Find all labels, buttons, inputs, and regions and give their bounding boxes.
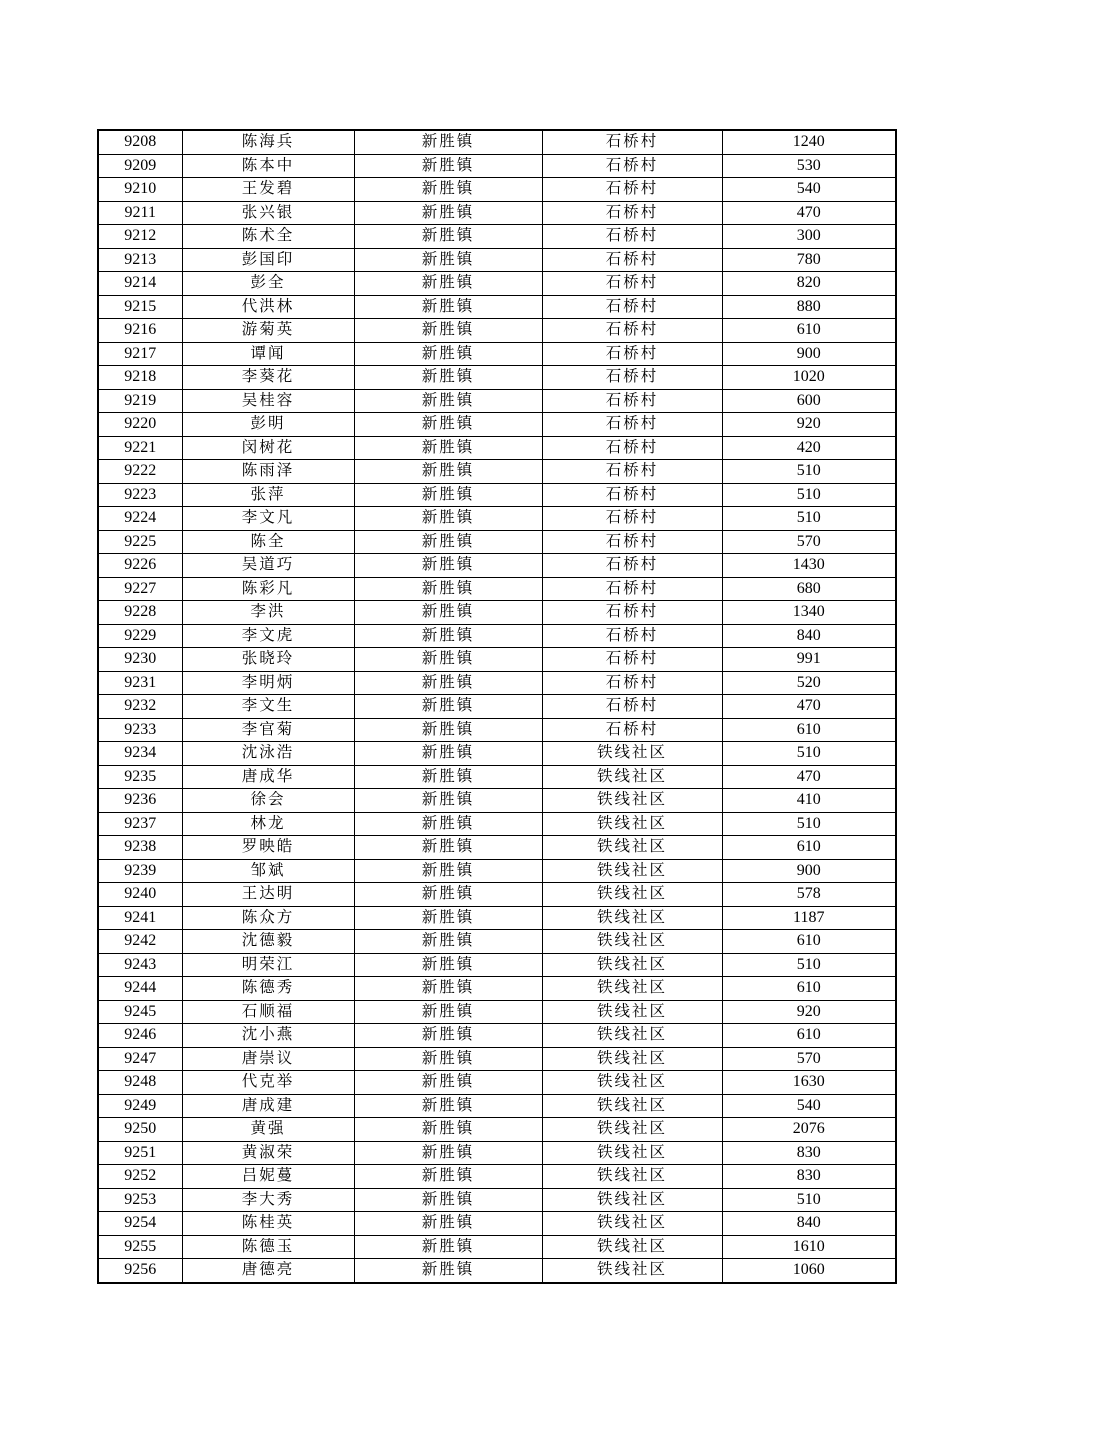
amount-cell: 578	[722, 883, 896, 907]
amount-cell: 680	[722, 577, 896, 601]
village-cell: 石桥村	[542, 319, 722, 343]
name-cell: 彭国印	[182, 248, 354, 272]
serial-number-cell: 9226	[98, 554, 182, 578]
serial-number-cell: 9214	[98, 272, 182, 296]
amount-cell: 900	[722, 342, 896, 366]
amount-cell: 470	[722, 765, 896, 789]
town-cell: 新胜镇	[354, 601, 542, 625]
town-cell: 新胜镇	[354, 765, 542, 789]
town-cell: 新胜镇	[354, 1094, 542, 1118]
name-cell: 吕妮蔓	[182, 1165, 354, 1189]
name-cell: 李文虎	[182, 624, 354, 648]
table-row	[98, 1212, 896, 1236]
name-cell: 陈本中	[182, 154, 354, 178]
amount-cell: 570	[722, 1047, 896, 1071]
village-cell: 铁线社区	[542, 1071, 722, 1095]
name-cell: 闵树花	[182, 436, 354, 460]
town-cell: 新胜镇	[354, 248, 542, 272]
name-cell: 张晓玲	[182, 648, 354, 672]
serial-number-cell: 9256	[98, 1259, 182, 1283]
table-row	[98, 272, 896, 296]
village-cell: 铁线社区	[542, 930, 722, 954]
name-cell: 王发碧	[182, 178, 354, 202]
village-cell: 铁线社区	[542, 1094, 722, 1118]
serial-number-cell: 9231	[98, 671, 182, 695]
town-cell: 新胜镇	[354, 906, 542, 930]
table-row	[98, 812, 896, 836]
village-cell: 石桥村	[542, 389, 722, 413]
name-cell: 徐会	[182, 789, 354, 813]
table-row	[98, 1000, 896, 1024]
amount-cell: 540	[722, 1094, 896, 1118]
name-cell: 彭明	[182, 413, 354, 437]
village-cell: 铁线社区	[542, 742, 722, 766]
serial-number-cell: 9252	[98, 1165, 182, 1189]
town-cell: 新胜镇	[354, 342, 542, 366]
name-cell: 彭全	[182, 272, 354, 296]
serial-number-cell: 9219	[98, 389, 182, 413]
village-cell: 石桥村	[542, 130, 722, 154]
village-cell: 石桥村	[542, 366, 722, 390]
village-cell: 石桥村	[542, 295, 722, 319]
serial-number-cell: 9229	[98, 624, 182, 648]
village-cell: 铁线社区	[542, 1118, 722, 1142]
village-cell: 石桥村	[542, 718, 722, 742]
serial-number-cell: 9218	[98, 366, 182, 390]
serial-number-cell: 9217	[98, 342, 182, 366]
town-cell: 新胜镇	[354, 742, 542, 766]
village-cell: 铁线社区	[542, 1024, 722, 1048]
village-cell: 石桥村	[542, 530, 722, 554]
name-cell: 陈全	[182, 530, 354, 554]
table-row	[98, 1118, 896, 1142]
amount-cell: 1340	[722, 601, 896, 625]
amount-cell: 610	[722, 1024, 896, 1048]
serial-number-cell: 9222	[98, 460, 182, 484]
village-cell: 石桥村	[542, 460, 722, 484]
table-row	[98, 154, 896, 178]
village-cell: 铁线社区	[542, 789, 722, 813]
town-cell: 新胜镇	[354, 624, 542, 648]
name-cell: 张萍	[182, 483, 354, 507]
table-row	[98, 1188, 896, 1212]
town-cell: 新胜镇	[354, 507, 542, 531]
table-row	[98, 201, 896, 225]
amount-cell: 510	[722, 460, 896, 484]
table-row	[98, 319, 896, 343]
town-cell: 新胜镇	[354, 1118, 542, 1142]
name-cell: 黄强	[182, 1118, 354, 1142]
town-cell: 新胜镇	[354, 154, 542, 178]
data-table	[97, 129, 897, 1284]
name-cell: 唐成华	[182, 765, 354, 789]
serial-number-cell: 9210	[98, 178, 182, 202]
serial-number-cell: 9215	[98, 295, 182, 319]
amount-cell: 1630	[722, 1071, 896, 1095]
village-cell: 石桥村	[542, 154, 722, 178]
serial-number-cell: 9223	[98, 483, 182, 507]
name-cell: 陈雨泽	[182, 460, 354, 484]
table-row	[98, 413, 896, 437]
name-cell: 李洪	[182, 601, 354, 625]
town-cell: 新胜镇	[354, 1165, 542, 1189]
name-cell: 林龙	[182, 812, 354, 836]
amount-cell: 840	[722, 624, 896, 648]
name-cell: 唐崇议	[182, 1047, 354, 1071]
name-cell: 黄淑荣	[182, 1141, 354, 1165]
town-cell: 新胜镇	[354, 460, 542, 484]
name-cell: 沈泳浩	[182, 742, 354, 766]
village-cell: 石桥村	[542, 671, 722, 695]
town-cell: 新胜镇	[354, 859, 542, 883]
amount-cell: 510	[722, 507, 896, 531]
town-cell: 新胜镇	[354, 1212, 542, 1236]
serial-number-cell: 9254	[98, 1212, 182, 1236]
village-cell: 铁线社区	[542, 1000, 722, 1024]
town-cell: 新胜镇	[354, 1024, 542, 1048]
serial-number-cell: 9248	[98, 1071, 182, 1095]
amount-cell: 540	[722, 178, 896, 202]
amount-cell: 1187	[722, 906, 896, 930]
serial-number-cell: 9211	[98, 201, 182, 225]
town-cell: 新胜镇	[354, 883, 542, 907]
table-row	[98, 648, 896, 672]
amount-cell: 510	[722, 483, 896, 507]
town-cell: 新胜镇	[354, 389, 542, 413]
amount-cell: 880	[722, 295, 896, 319]
village-cell: 石桥村	[542, 248, 722, 272]
amount-cell: 610	[722, 977, 896, 1001]
table-row	[98, 436, 896, 460]
village-cell: 铁线社区	[542, 1047, 722, 1071]
town-cell: 新胜镇	[354, 554, 542, 578]
amount-cell: 830	[722, 1165, 896, 1189]
amount-cell: 1240	[722, 130, 896, 154]
town-cell: 新胜镇	[354, 530, 542, 554]
name-cell: 沈德毅	[182, 930, 354, 954]
name-cell: 唐德亮	[182, 1259, 354, 1283]
town-cell: 新胜镇	[354, 1235, 542, 1259]
serial-number-cell: 9227	[98, 577, 182, 601]
amount-cell: 900	[722, 859, 896, 883]
village-cell: 铁线社区	[542, 859, 722, 883]
table-row	[98, 742, 896, 766]
serial-number-cell: 9249	[98, 1094, 182, 1118]
name-cell: 吴道巧	[182, 554, 354, 578]
amount-cell: 300	[722, 225, 896, 249]
town-cell: 新胜镇	[354, 178, 542, 202]
town-cell: 新胜镇	[354, 366, 542, 390]
name-cell: 沈小燕	[182, 1024, 354, 1048]
name-cell: 陈德秀	[182, 977, 354, 1001]
table-row	[98, 930, 896, 954]
amount-cell: 510	[722, 953, 896, 977]
table-row	[98, 577, 896, 601]
serial-number-cell: 9245	[98, 1000, 182, 1024]
serial-number-cell: 9216	[98, 319, 182, 343]
name-cell: 游菊英	[182, 319, 354, 343]
amount-cell: 600	[722, 389, 896, 413]
table-row	[98, 130, 896, 154]
village-cell: 石桥村	[542, 342, 722, 366]
town-cell: 新胜镇	[354, 953, 542, 977]
table-row	[98, 977, 896, 1001]
amount-cell: 420	[722, 436, 896, 460]
name-cell: 吴桂容	[182, 389, 354, 413]
serial-number-cell: 9247	[98, 1047, 182, 1071]
name-cell: 王达明	[182, 883, 354, 907]
amount-cell: 780	[722, 248, 896, 272]
table-row	[98, 789, 896, 813]
serial-number-cell: 9230	[98, 648, 182, 672]
village-cell: 铁线社区	[542, 1259, 722, 1283]
serial-number-cell: 9243	[98, 953, 182, 977]
table-row	[98, 671, 896, 695]
name-cell: 谭闻	[182, 342, 354, 366]
serial-number-cell: 9236	[98, 789, 182, 813]
village-cell: 石桥村	[542, 178, 722, 202]
amount-cell: 1020	[722, 366, 896, 390]
serial-number-cell: 9225	[98, 530, 182, 554]
amount-cell: 920	[722, 413, 896, 437]
village-cell: 石桥村	[542, 413, 722, 437]
village-cell: 铁线社区	[542, 765, 722, 789]
town-cell: 新胜镇	[354, 695, 542, 719]
serial-number-cell: 9250	[98, 1118, 182, 1142]
name-cell: 明荣江	[182, 953, 354, 977]
table-row	[98, 624, 896, 648]
town-cell: 新胜镇	[354, 483, 542, 507]
name-cell: 张兴银	[182, 201, 354, 225]
village-cell: 铁线社区	[542, 883, 722, 907]
serial-number-cell: 9241	[98, 906, 182, 930]
amount-cell: 530	[722, 154, 896, 178]
table-row	[98, 1141, 896, 1165]
village-cell: 铁线社区	[542, 1212, 722, 1236]
town-cell: 新胜镇	[354, 1188, 542, 1212]
serial-number-cell: 9220	[98, 413, 182, 437]
village-cell: 石桥村	[542, 436, 722, 460]
serial-number-cell: 9234	[98, 742, 182, 766]
name-cell: 陈桂英	[182, 1212, 354, 1236]
village-cell: 铁线社区	[542, 1165, 722, 1189]
town-cell: 新胜镇	[354, 977, 542, 1001]
amount-cell: 610	[722, 319, 896, 343]
table-row	[98, 507, 896, 531]
serial-number-cell: 9239	[98, 859, 182, 883]
village-cell: 石桥村	[542, 624, 722, 648]
town-cell: 新胜镇	[354, 718, 542, 742]
serial-number-cell: 9242	[98, 930, 182, 954]
table-row	[98, 601, 896, 625]
village-cell: 石桥村	[542, 695, 722, 719]
table-row	[98, 366, 896, 390]
amount-cell: 920	[722, 1000, 896, 1024]
table-row	[98, 483, 896, 507]
amount-cell: 610	[722, 718, 896, 742]
village-cell: 铁线社区	[542, 953, 722, 977]
village-cell: 石桥村	[542, 483, 722, 507]
town-cell: 新胜镇	[354, 295, 542, 319]
village-cell: 石桥村	[542, 272, 722, 296]
serial-number-cell: 9240	[98, 883, 182, 907]
amount-cell: 510	[722, 1188, 896, 1212]
serial-number-cell: 9255	[98, 1235, 182, 1259]
town-cell: 新胜镇	[354, 930, 542, 954]
village-cell: 石桥村	[542, 225, 722, 249]
name-cell: 石顺福	[182, 1000, 354, 1024]
town-cell: 新胜镇	[354, 1000, 542, 1024]
amount-cell: 510	[722, 812, 896, 836]
serial-number-cell: 9228	[98, 601, 182, 625]
table-row	[98, 765, 896, 789]
table-row	[98, 1259, 896, 1283]
name-cell: 陈众方	[182, 906, 354, 930]
village-cell: 铁线社区	[542, 1141, 722, 1165]
town-cell: 新胜镇	[354, 1071, 542, 1095]
serial-number-cell: 9244	[98, 977, 182, 1001]
town-cell: 新胜镇	[354, 789, 542, 813]
name-cell: 罗映皓	[182, 836, 354, 860]
village-cell: 石桥村	[542, 577, 722, 601]
amount-cell: 1060	[722, 1259, 896, 1283]
table-row	[98, 554, 896, 578]
amount-cell: 610	[722, 836, 896, 860]
town-cell: 新胜镇	[354, 577, 542, 601]
table-row	[98, 342, 896, 366]
table-row	[98, 460, 896, 484]
table-row	[98, 389, 896, 413]
village-cell: 石桥村	[542, 601, 722, 625]
town-cell: 新胜镇	[354, 319, 542, 343]
table-row	[98, 248, 896, 272]
table-row	[98, 295, 896, 319]
serial-number-cell: 9232	[98, 695, 182, 719]
town-cell: 新胜镇	[354, 413, 542, 437]
town-cell: 新胜镇	[354, 1141, 542, 1165]
village-cell: 石桥村	[542, 507, 722, 531]
serial-number-cell: 9246	[98, 1024, 182, 1048]
table-body	[98, 130, 896, 1283]
village-cell: 铁线社区	[542, 977, 722, 1001]
village-cell: 石桥村	[542, 201, 722, 225]
table-row	[98, 1071, 896, 1095]
amount-cell: 510	[722, 742, 896, 766]
amount-cell: 520	[722, 671, 896, 695]
village-cell: 石桥村	[542, 554, 722, 578]
town-cell: 新胜镇	[354, 1047, 542, 1071]
town-cell: 新胜镇	[354, 272, 542, 296]
name-cell: 陈德玉	[182, 1235, 354, 1259]
serial-number-cell: 9224	[98, 507, 182, 531]
village-cell: 石桥村	[542, 648, 722, 672]
serial-number-cell: 9253	[98, 1188, 182, 1212]
name-cell: 李文生	[182, 695, 354, 719]
village-cell: 铁线社区	[542, 1235, 722, 1259]
amount-cell: 2076	[722, 1118, 896, 1142]
amount-cell: 610	[722, 930, 896, 954]
table-row	[98, 883, 896, 907]
name-cell: 邹斌	[182, 859, 354, 883]
amount-cell: 991	[722, 648, 896, 672]
amount-cell: 470	[722, 201, 896, 225]
name-cell: 陈术全	[182, 225, 354, 249]
town-cell: 新胜镇	[354, 671, 542, 695]
table-row	[98, 1024, 896, 1048]
table-row	[98, 906, 896, 930]
amount-cell: 830	[722, 1141, 896, 1165]
name-cell: 陈彩凡	[182, 577, 354, 601]
table-row	[98, 1165, 896, 1189]
name-cell: 代洪林	[182, 295, 354, 319]
village-cell: 铁线社区	[542, 1188, 722, 1212]
town-cell: 新胜镇	[354, 225, 542, 249]
table-row	[98, 1047, 896, 1071]
town-cell: 新胜镇	[354, 812, 542, 836]
serial-number-cell: 9208	[98, 130, 182, 154]
town-cell: 新胜镇	[354, 436, 542, 460]
table-row	[98, 1094, 896, 1118]
serial-number-cell: 9233	[98, 718, 182, 742]
name-cell: 李葵花	[182, 366, 354, 390]
serial-number-cell: 9221	[98, 436, 182, 460]
village-cell: 铁线社区	[542, 906, 722, 930]
table-row	[98, 836, 896, 860]
amount-cell: 1430	[722, 554, 896, 578]
name-cell: 李文凡	[182, 507, 354, 531]
amount-cell: 470	[722, 695, 896, 719]
serial-number-cell: 9235	[98, 765, 182, 789]
serial-number-cell: 9209	[98, 154, 182, 178]
serial-number-cell: 9212	[98, 225, 182, 249]
town-cell: 新胜镇	[354, 130, 542, 154]
amount-cell: 410	[722, 789, 896, 813]
name-cell: 代克举	[182, 1071, 354, 1095]
serial-number-cell: 9213	[98, 248, 182, 272]
name-cell: 陈海兵	[182, 130, 354, 154]
town-cell: 新胜镇	[354, 1259, 542, 1283]
table-row	[98, 225, 896, 249]
serial-number-cell: 9251	[98, 1141, 182, 1165]
table-row	[98, 530, 896, 554]
amount-cell: 570	[722, 530, 896, 554]
table-row	[98, 859, 896, 883]
town-cell: 新胜镇	[354, 836, 542, 860]
town-cell: 新胜镇	[354, 648, 542, 672]
amount-cell: 1610	[722, 1235, 896, 1259]
table-row	[98, 718, 896, 742]
table-row	[98, 695, 896, 719]
amount-cell: 840	[722, 1212, 896, 1236]
table-row	[98, 953, 896, 977]
serial-number-cell: 9238	[98, 836, 182, 860]
town-cell: 新胜镇	[354, 201, 542, 225]
name-cell: 唐成建	[182, 1094, 354, 1118]
table-row	[98, 1235, 896, 1259]
village-cell: 铁线社区	[542, 836, 722, 860]
village-cell: 铁线社区	[542, 812, 722, 836]
table-row	[98, 178, 896, 202]
name-cell: 李明炳	[182, 671, 354, 695]
name-cell: 李大秀	[182, 1188, 354, 1212]
name-cell: 李官菊	[182, 718, 354, 742]
serial-number-cell: 9237	[98, 812, 182, 836]
amount-cell: 820	[722, 272, 896, 296]
